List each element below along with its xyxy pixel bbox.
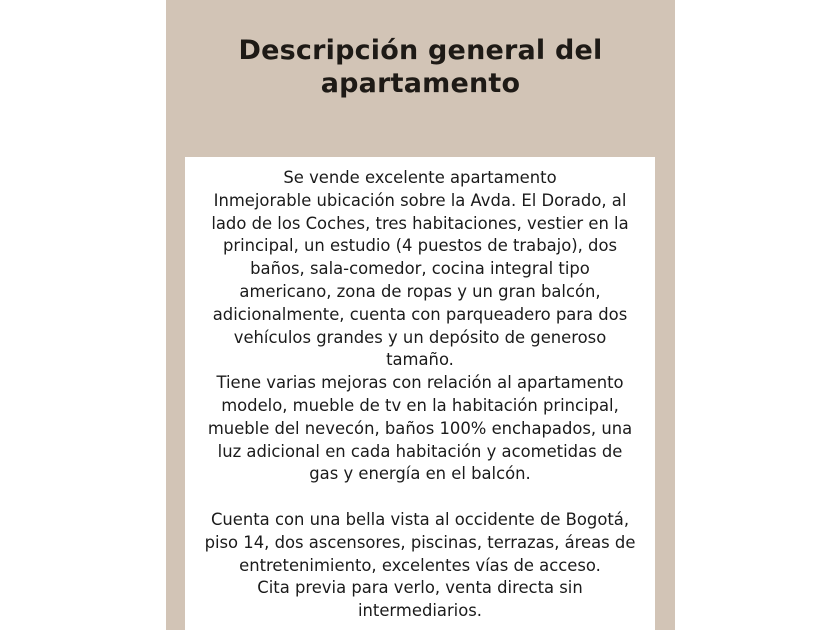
description-line: lado de los Coches, tres habitaciones, vestier en la bbox=[211, 213, 629, 233]
description-line: adicionalmente, cuenta con parqueadero para dos bbox=[212, 304, 628, 324]
description-line: Inmejorable ubicación sobre la Avda. El Dorado, al bbox=[213, 190, 627, 210]
description-card bbox=[185, 157, 655, 630]
description-line: luz adicional en cada habitación y acometidas de bbox=[217, 441, 623, 461]
description-line: gas y energía en el balcón. bbox=[309, 464, 531, 484]
paragraph-gap bbox=[185, 486, 655, 509]
description-line: Se vende excelente apartamento bbox=[283, 168, 557, 187]
description-line: intermediarios. bbox=[357, 601, 483, 621]
description-line: piso 14, dos ascensores, piscinas, terrazas, áreas de bbox=[204, 532, 636, 552]
description-line: entretenimiento, excelentes vías de acceso. bbox=[239, 555, 601, 575]
description-line: modelo, mueble de tv en la habitación principal, bbox=[221, 395, 619, 415]
title-line-1: Descripción general del bbox=[238, 35, 603, 66]
title-line-2: apartamento bbox=[320, 68, 521, 99]
description-text bbox=[185, 167, 655, 623]
description-line: mueble del nevecón, baños 100% enchapados, una bbox=[207, 418, 633, 438]
description-line: Tiene varias mejoras con relación al apartamento bbox=[216, 373, 624, 393]
description-line: tamaño. bbox=[386, 350, 454, 370]
listing-poster bbox=[166, 0, 675, 630]
description-line: baños, sala-comedor, cocina integral tipo bbox=[250, 259, 590, 279]
description-line: vehículos grandes y un depósito de generoso bbox=[233, 327, 607, 347]
description-line: Cuenta con una bella vista al occidente de Bogotá, bbox=[210, 509, 630, 529]
description-line: americano, zona de ropas y un gran balcón, bbox=[239, 281, 601, 301]
description-line: Cita previa para verlo, venta directa sin bbox=[257, 578, 583, 598]
page-title bbox=[166, 34, 675, 100]
description-line: principal, un estudio (4 puestos de trabajo), dos bbox=[222, 236, 618, 256]
